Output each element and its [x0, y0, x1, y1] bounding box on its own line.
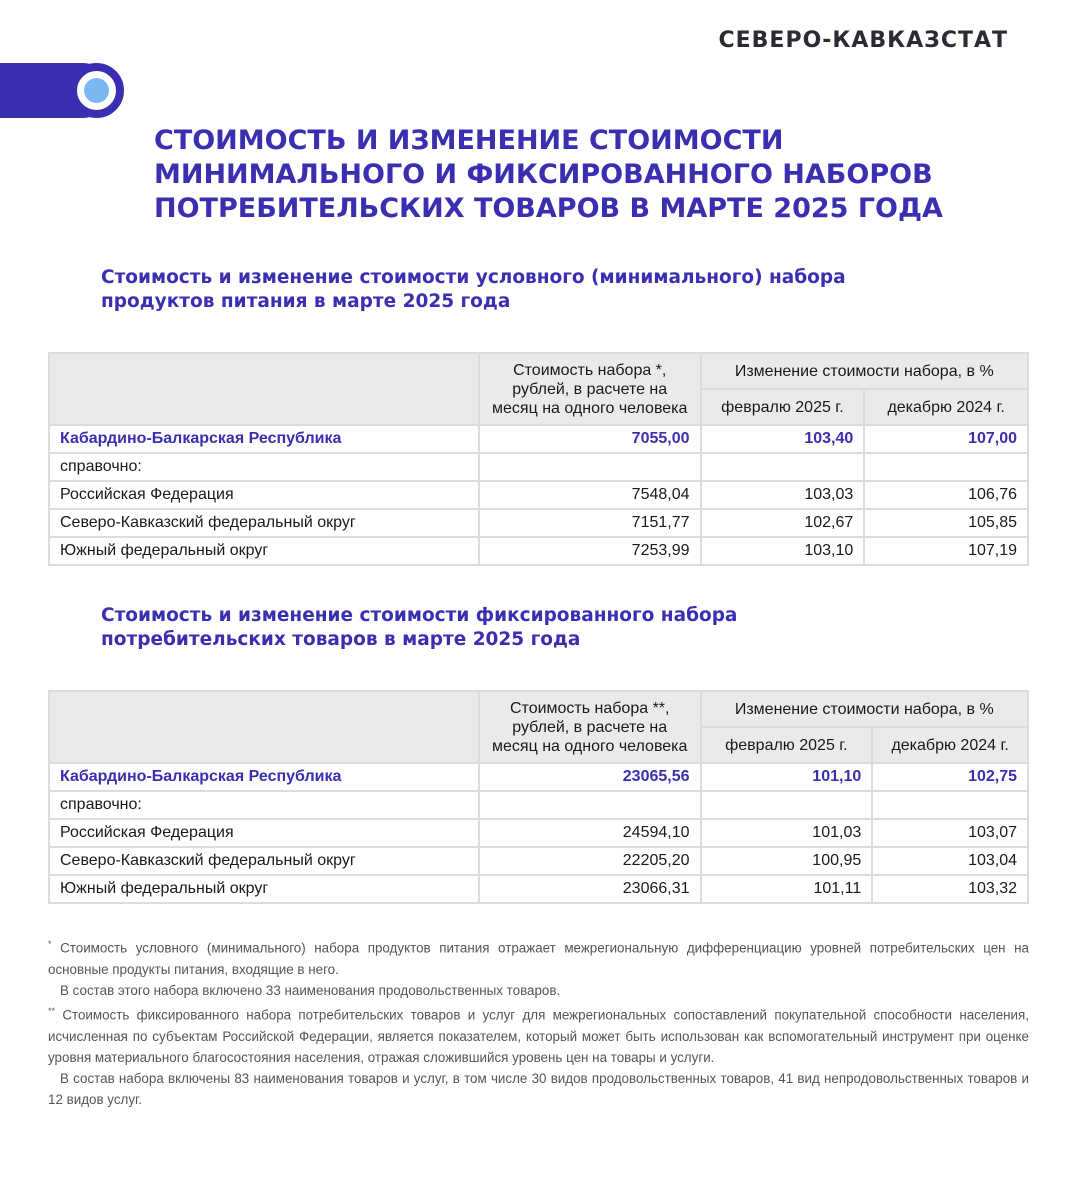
footnote-1 [48, 934, 1029, 980]
footnote-1b: В состав этого набора включено 33 наименования продовольственных товаров. [60, 982, 561, 998]
dec-change: 106,76 [864, 481, 1028, 509]
footnote-mark: * [48, 939, 52, 949]
feb-change: 102,67 [701, 509, 865, 537]
table-row [49, 847, 1028, 875]
table-row [49, 537, 1028, 565]
feb-change: 101,03 [701, 819, 873, 847]
region-name: справочно: [49, 791, 479, 819]
page-title [154, 124, 1034, 226]
table-row [49, 453, 1028, 481]
region-name: Южный федеральный округ [49, 537, 479, 565]
feb-change: 100,95 [701, 847, 873, 875]
section1-title-line: Стоимость и изменение стоимости условного (минимального) набора [101, 267, 846, 288]
footnote-text: Стоимость условного (минимального) набора продуктов питания отражает межрегиональную дифференциацию уровней потребительских цен на основные продукты питания, входящие в него. [48, 940, 1029, 977]
section1-title-line: продуктов питания в марте 2025 года [101, 291, 511, 312]
page-title-line: ПОТРЕБИТЕЛЬСКИХ ТОВАРОВ В МАРТЕ 2025 ГОДА [154, 193, 943, 224]
feb-change [701, 791, 873, 819]
feb-change: 101,11 [701, 875, 873, 903]
dec-change: 103,32 [872, 875, 1028, 903]
footnote-2 [48, 1001, 1029, 1068]
region-name: Кабардино-Балкарская Республика [49, 425, 479, 453]
header-cost: Стоимость набора *, рублей, в расчете на месяц на одного человека [479, 353, 701, 425]
table-row [49, 791, 1028, 819]
region-name: справочно: [49, 453, 479, 481]
header-dec: декабрю 2024 г. [864, 389, 1028, 425]
header-dec: декабрю 2024 г. [872, 727, 1028, 763]
cost-value: 7548,04 [479, 481, 701, 509]
table-row [49, 481, 1028, 509]
minimal-set-table [48, 352, 1029, 566]
dec-change: 103,04 [872, 847, 1028, 875]
footnote-mark: ** [48, 1006, 56, 1017]
table-row [49, 819, 1028, 847]
page-title-line: СТОИМОСТЬ И ИЗМЕНЕНИЕ СТОИМОСТИ [154, 125, 784, 156]
feb-change: 103,03 [701, 481, 865, 509]
cost-value: 23065,56 [479, 763, 701, 791]
region-name: Южный федеральный округ [49, 875, 479, 903]
dec-change [872, 791, 1028, 819]
dec-change [864, 453, 1028, 481]
table-row [49, 875, 1028, 903]
region-name: Северо-Кавказский федеральный округ [49, 509, 479, 537]
fixed-set-table [48, 690, 1029, 904]
cost-value: 7253,99 [479, 537, 701, 565]
feb-change [701, 453, 865, 481]
region-name: Российская Федерация [49, 819, 479, 847]
section2-title-line: потребительских товаров в марте 2025 года [101, 629, 581, 650]
section2-title-line: Стоимость и изменение стоимости фиксированного набора [101, 605, 738, 626]
header-cost: Стоимость набора **, рублей, в расчете на месяц на одного человека [479, 691, 701, 763]
dec-change: 103,07 [872, 819, 1028, 847]
dec-change: 105,85 [864, 509, 1028, 537]
footnote-2b: В состав набора включены 83 наименования товаров и услуг, в том числе 30 видов продовольственных товаров, 41 вид непродовольственных товаров и 12 видов услуг. [48, 1071, 1029, 1108]
cost-value: 7151,77 [479, 509, 701, 537]
feb-change: 103,40 [701, 425, 865, 453]
section1-title [101, 266, 981, 314]
feb-change: 103,10 [701, 537, 865, 565]
brand-name: СЕВЕРО-КАВКАЗСТАТ [718, 28, 1008, 53]
region-name: Российская Федерация [49, 481, 479, 509]
cost-value: 24594,10 [479, 819, 701, 847]
footnotes [48, 934, 1029, 1111]
header-region [49, 353, 479, 425]
cost-value: 23066,31 [479, 875, 701, 903]
header-change: Изменение стоимости набора, в % [701, 353, 1028, 389]
table-row [49, 763, 1028, 791]
logo-dot-icon [84, 78, 109, 103]
dec-change: 102,75 [872, 763, 1028, 791]
table-row [49, 509, 1028, 537]
dec-change: 107,00 [864, 425, 1028, 453]
header-feb: февралю 2025 г. [701, 727, 873, 763]
table-row [49, 425, 1028, 453]
region-name: Кабардино-Балкарская Республика [49, 763, 479, 791]
cost-value: 22205,20 [479, 847, 701, 875]
section2-title [101, 604, 981, 652]
region-name: Северо-Кавказский федеральный округ [49, 847, 479, 875]
feb-change: 101,10 [701, 763, 873, 791]
header-feb: февралю 2025 г. [701, 389, 865, 425]
header-region [49, 691, 479, 763]
page-title-line: МИНИМАЛЬНОГО И ФИКСИРОВАННОГО НАБОРОВ [154, 159, 933, 190]
cost-value [479, 453, 701, 481]
header-change: Изменение стоимости набора, в % [701, 691, 1028, 727]
dec-change: 107,19 [864, 537, 1028, 565]
cost-value: 7055,00 [479, 425, 701, 453]
footnote-text: Стоимость фиксированного набора потребительских товаров и услуг для межрегиональных сопоставлений покупательной способности населения, исчисленная по субъектам Российской Федерации, является показателем, который может быть использован как вспомогательный инструмент при оценке уровня материального благосостояния населения, отражая сложившийся уровень цен на товары и услуги. [48, 1007, 1029, 1065]
cost-value [479, 791, 701, 819]
